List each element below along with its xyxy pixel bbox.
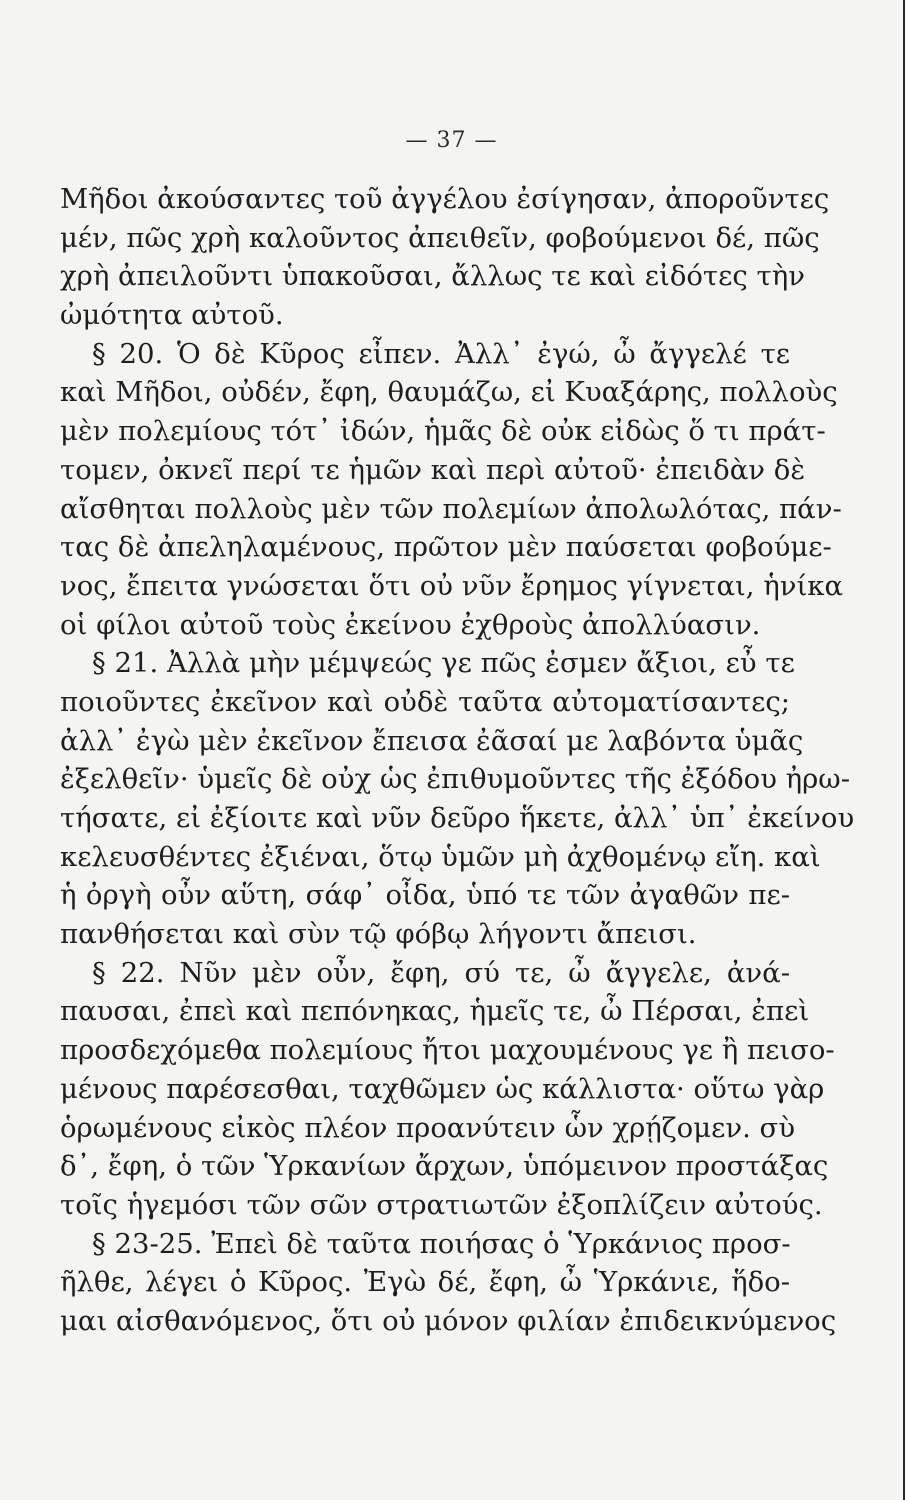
text-line: ῆλθε, λέγει ὁ Κῦρος. Ἐγὼ δέ, ἔφη, ὦ Ὑρκάνιε, ἥδο- (60, 1266, 790, 1299)
text-line: ὁρωμένους εἰκὸς πλέον προανύτειν ὧν χρῄζομεν. σὺ (60, 1111, 796, 1144)
text-line: μέν, πῶς χρὴ καλοῦντος ἀπειθεῖν, φοβούμενοι δέ, πῶς (60, 221, 820, 254)
text-line: παυσαι, ἐπεὶ καὶ πεπόνηκας, ἡμεῖς τε, ὦ Πέρσαι, ἐπεὶ (60, 995, 810, 1028)
text-line: οἱ φίλοι αὐτοῦ τοὺς ἐκείνου ἐχθροὺς ἀπολλύασιν. (60, 608, 761, 641)
text-line: ποιοῦντες ἐκεῖνον καὶ οὐδὲ ταῦτα αὐτοματίσαντες; (60, 685, 790, 718)
text-line: τομεν, ὀκνεῖ περί τε ἡμῶν καὶ περὶ αὐτοῦ· ἐπειδὰν δὲ (60, 453, 806, 486)
section-heading-line: § 20. Ὁ δὲ Κῦρος εἶπεν. Ἀλλ᾽ ἐγώ, ὦ ἄγγελέ τε (92, 337, 790, 370)
text-line: δ᾽, ἔφη, ὁ τῶν Ὑρκανίων ἄρχων, ὑπόμεινον προστάξας (60, 1150, 829, 1183)
text-line: μαι αἰσθανόμενος, ὅτι οὐ μόνον φιλίαν ἐπιδεικνύμενος (60, 1304, 837, 1337)
section-heading-line: § 22. Νῦν μὲν οὖν, ἔφη, σύ τε, ὦ ἄγγελε, ἀνά- (92, 956, 790, 989)
text-line: ἐξελθεῖν· ὑμεῖς δὲ οὐχ ὡς ἐπιθυμοῦντες τῆς ἐξόδου ἠρω- (60, 763, 851, 796)
text-line: ἡ ὀργὴ οὖν αὕτη, σάφ᾽ οἶδα, ὑπό τε τῶν ἀγαθῶν πε- (60, 879, 790, 912)
text-line: πανθήσεται καὶ σὺν τῷ φόβῳ λήγοντι ἄπεισι. (60, 918, 697, 951)
section-heading-line: § 23-25. Ἐπεὶ δὲ ταῦτα ποιήσας ὁ Ὑρκάνιος προσ- (92, 1227, 791, 1260)
text-line: προσδεχόμεθα πολεμίους ἤτοι μαχουμένους γε ἢ πεισο- (60, 1034, 835, 1067)
text-line: νος, ἔπειτα γνώσεται ὅτι οὐ νῦν ἔρημος γίγνεται, ἡνίκα (60, 569, 844, 602)
section-heading-line: § 21. Ἀλλὰ μὴν μέμψεώς γε πῶς ἐσμεν ἄξιοι, εὖ τε (92, 647, 795, 680)
text-line: χρὴ ἀπειλοῦντι ὑπακοῦσαι, ἄλλως τε καὶ εἰδότες τὴν (60, 260, 805, 293)
text-line: καὶ Μῆδοι, οὐδέν, ἔφη, θαυμάζω, εἰ Κυαξάρης, πολλοὺς (60, 376, 838, 409)
text-line: κελευσθέντες ἐξιέναι, ὅτῳ ὑμῶν μὴ ἀχθομένῳ εἴη. καὶ (60, 840, 821, 873)
text-line: τοῖς ἡγεμόσι τῶν σῶν στρατιωτῶν ἐξοπλίζειν αὐτούς. (60, 1188, 823, 1221)
text-line: αἴσθηται πολλοὺς μὲν τῶν πολεμίων ἀπολωλότας, πάν- (60, 492, 842, 525)
body-text (60, 180, 855, 1341)
text-line: μὲν πολεμίους τότ᾽ ἰδών, ἡμᾶς δὲ οὐκ εἰδὼς ὅ τι πράτ- (60, 415, 826, 448)
text-line: ὠμότητα αὐτοῦ. (60, 299, 284, 332)
text-line: ἀλλ᾽ ἐγὼ μὲν ἐκεῖνον ἔπεισα ἐᾶσαί με λαβόντα ὑμᾶς (60, 724, 804, 757)
page-number: — 37 — (405, 128, 498, 153)
text-line: τήσατε, εἰ ἐξίοιτε καὶ νῦν δεῦρο ἥκετε, ἀλλ᾽ ὑπ᾽ ἐκείνου (60, 802, 855, 834)
text-line: μένους παρέσεσθαι, ταχθῶμεν ὡς κάλλιστα· οὕτω γὰρ (60, 1072, 825, 1105)
text-line: τας δὲ ἀπεληλαμένους, πρῶτον μὲν παύσεται φοβούμε- (60, 531, 832, 564)
text-line: Μῆδοι ἀκούσαντες τοῦ ἀγγέλου ἐσίγησαν, ἀποροῦντες (60, 183, 830, 215)
